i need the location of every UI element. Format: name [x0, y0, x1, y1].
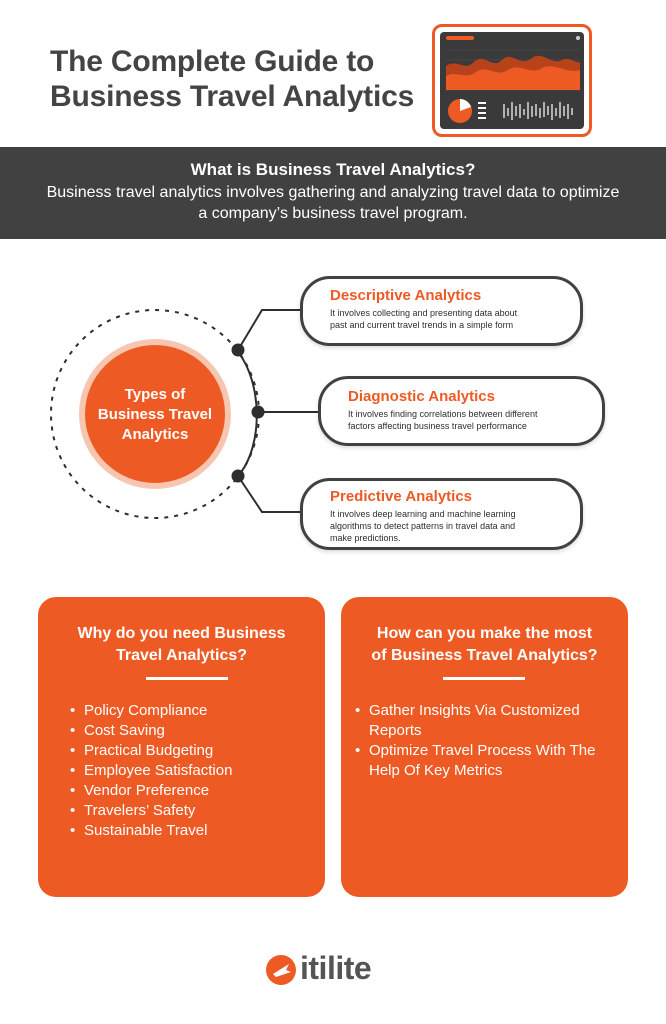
list-item: • Gather Insights Via Customized Reports: [355, 701, 620, 741]
intro-text: Business travel analytics involves gathering and analyzing travel data to optimize a company’s business travel program.: [46, 184, 620, 222]
why-list: [70, 701, 310, 841]
how-card-divider: [443, 677, 525, 680]
how-list: [355, 701, 620, 781]
intro-heading: What is Business Travel Analytics?: [190, 160, 476, 179]
node-dot-predictive: [232, 470, 245, 483]
connector-line-predictive: [238, 476, 302, 512]
why-card-divider: [146, 677, 228, 680]
how-card-title: How can you make the most of Business Travel Analytics?: [371, 625, 598, 664]
list-item: • Practical Budgeting: [70, 741, 310, 761]
connector-line-descriptive: [238, 310, 302, 350]
type-text-predictive: It involves deep learning and machine learning algorithms to detect patterns in travel data and make predictions.: [330, 509, 516, 543]
type-title-diagnostic: Diagnostic Analytics: [348, 388, 495, 405]
type-title-predictive: Predictive Analytics: [330, 488, 473, 505]
list-item: • Travelers’ Safety: [70, 801, 310, 821]
list-item: • Sustainable Travel: [70, 821, 310, 841]
node-dot-diagnostic: [252, 406, 265, 419]
list-item: • Optimize Travel Process With The Help Of Key Metrics: [355, 741, 620, 781]
plane-logo-icon: [266, 955, 296, 985]
list-item: • Vendor Preference: [70, 781, 310, 801]
dashboard-illustration: [440, 32, 584, 129]
list-item: • Employee Satisfaction: [70, 761, 310, 781]
list-item: • Policy Compliance: [70, 701, 310, 721]
brand-logo[interactable]: itilite: [300, 950, 372, 986]
types-center-label: Types of Business Travel Analytics: [97, 386, 213, 443]
type-text-diagnostic: It involves finding correlations between different factors affecting business travel performance: [348, 409, 538, 431]
why-card-title: Why do you need Business Travel Analytics?: [77, 625, 286, 664]
list-item: • Cost Saving: [70, 721, 310, 741]
node-dot-descriptive: [232, 344, 245, 357]
page-title: The Complete Guide to Business Travel Analytics: [50, 45, 415, 113]
type-text-descriptive: It involves collecting and presenting data about past and current travel trends in a simple form: [330, 308, 518, 330]
type-title-descriptive: Descriptive Analytics: [330, 287, 482, 304]
dashboard-screen: [440, 32, 584, 129]
tablet-dashboard-icon: [432, 24, 592, 137]
